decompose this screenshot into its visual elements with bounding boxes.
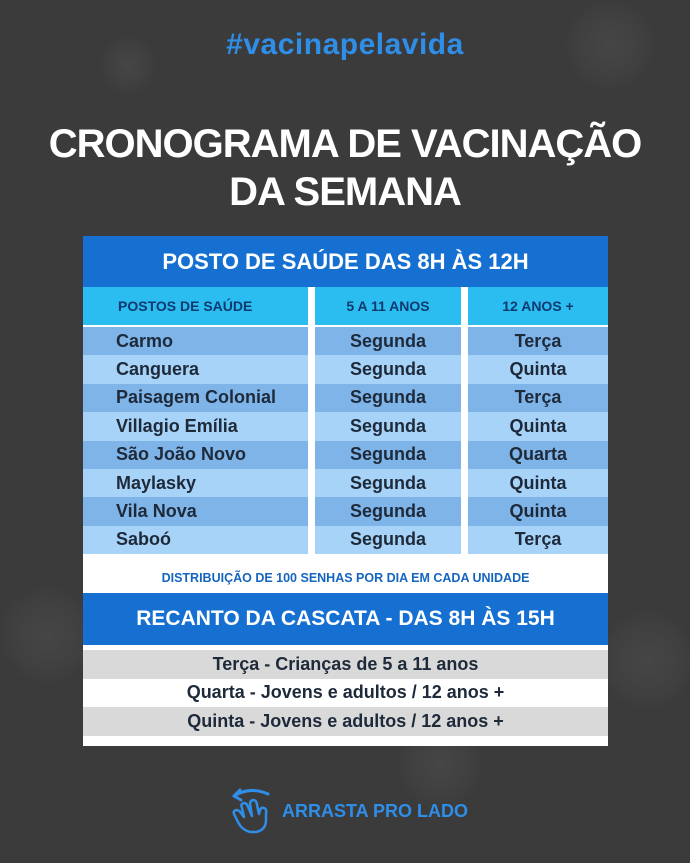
table-row	[83, 384, 608, 412]
schedule-card	[83, 236, 608, 746]
posto-name: Maylasky	[83, 469, 308, 497]
day-5-11: Segunda	[315, 497, 461, 525]
day-12-plus: Terça	[468, 384, 608, 412]
swipe-prompt[interactable]	[228, 786, 468, 836]
table-row	[83, 469, 608, 497]
posto-name: Paisagem Colonial	[83, 384, 308, 412]
recanto-list	[83, 650, 608, 736]
recanto-header: RECANTO DA CASCATA - DAS 8H ÀS 15H	[83, 593, 608, 645]
day-12-plus: Quarta	[468, 441, 608, 469]
day-5-11: Segunda	[315, 412, 461, 440]
day-5-11: Segunda	[315, 526, 461, 554]
posto-header: POSTO DE SAÚDE DAS 8H ÀS 12H	[83, 236, 608, 287]
posto-name: Vila Nova	[83, 497, 308, 525]
day-12-plus: Quinta	[468, 469, 608, 497]
day-5-11: Segunda	[315, 327, 461, 355]
table-row	[83, 412, 608, 440]
day-5-11: Segunda	[315, 469, 461, 497]
posto-name: Villagio Emília	[83, 412, 308, 440]
list-item: Quarta - Jovens e adultos / 12 anos +	[83, 679, 608, 708]
title-line-2: DA SEMANA	[229, 170, 461, 214]
list-item: Terça - Crianças de 5 a 11 anos	[83, 650, 608, 679]
list-item: Quinta - Jovens e adultos / 12 anos +	[83, 707, 608, 736]
distribution-note: DISTRIBUIÇÃO DE 100 SENHAS POR DIA EM CADA UNIDADE	[161, 571, 530, 585]
day-12-plus: Terça	[468, 526, 608, 554]
posto-name: Carmo	[83, 327, 308, 355]
virus-decoration-icon	[605, 600, 690, 720]
column-header-5-11: 5 A 11 ANOS	[315, 287, 461, 325]
day-12-plus: Quinta	[468, 497, 608, 525]
virus-decoration-icon	[0, 580, 95, 690]
title-line-1: CRONOGRAMA DE VACINAÇÃO	[48, 122, 642, 166]
hashtag: #vacinapelavida	[226, 28, 464, 61]
day-12-plus: Quinta	[468, 355, 608, 383]
table-row	[83, 327, 608, 355]
day-5-11: Segunda	[315, 441, 461, 469]
table-row	[83, 526, 608, 554]
table-row	[83, 441, 608, 469]
day-12-plus: Quinta	[468, 412, 608, 440]
column-header-postos: POSTOS DE SAÚDE	[83, 287, 308, 325]
page-title	[0, 120, 690, 216]
table-row	[83, 497, 608, 525]
posto-table	[83, 327, 608, 554]
swipe-hand-icon	[228, 786, 276, 836]
posto-name: Saboó	[83, 526, 308, 554]
day-5-11: Segunda	[315, 355, 461, 383]
table-row	[83, 355, 608, 383]
day-12-plus: Terça	[468, 327, 608, 355]
swipe-label: ARRASTA PRO LADO	[282, 800, 468, 821]
posto-name: São João Novo	[83, 441, 308, 469]
column-header-12-plus: 12 ANOS +	[468, 287, 608, 325]
day-5-11: Segunda	[315, 384, 461, 412]
posto-name: Canguera	[83, 355, 308, 383]
